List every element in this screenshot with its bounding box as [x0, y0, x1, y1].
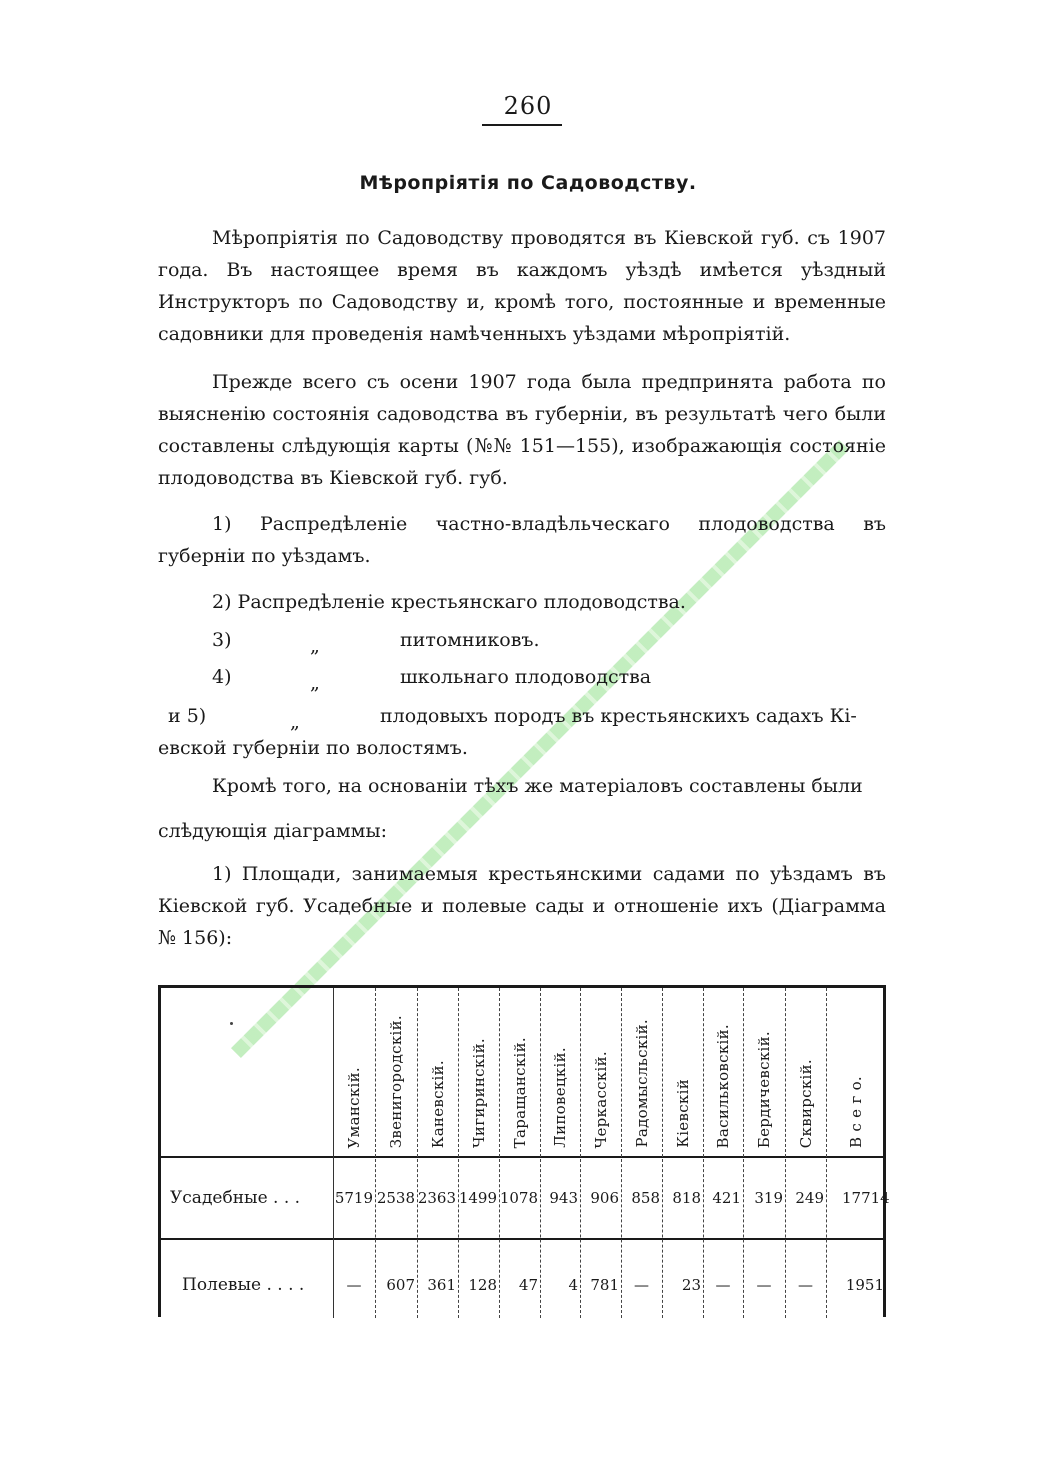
table-cell: 17714	[842, 1189, 890, 1207]
table-cell: 607	[386, 1276, 415, 1294]
list-item-5-number: и 5)	[168, 705, 207, 727]
list-item-5-continuation: евской губерніи по волостямъ.	[158, 737, 468, 759]
table-cell: 421	[712, 1189, 741, 1207]
list-item-3-number: 3)	[212, 629, 232, 651]
table-cell: —	[798, 1276, 813, 1294]
page-number: 260	[503, 92, 553, 120]
table-cell: 906	[590, 1189, 619, 1207]
table-cell: 249	[795, 1189, 824, 1207]
list-item-2: 2) Распредѣленіе крестьянскаго плодоводства.	[212, 591, 686, 613]
list-item-4-ditto: „	[310, 672, 320, 694]
table-cell: 2363	[417, 1189, 456, 1207]
column-header	[744, 998, 784, 1148]
column-header	[459, 998, 499, 1148]
table-cell: —	[346, 1276, 362, 1294]
column-header-label: Таращанскій.	[510, 1036, 529, 1148]
table-cell: 1078	[499, 1189, 538, 1207]
column-header-label: Черкасскій.	[591, 1050, 610, 1148]
column-header-label: Звенигородскій.	[387, 1014, 405, 1148]
column-header	[418, 998, 458, 1148]
column-header-label: Бердичевскій.	[755, 1030, 773, 1148]
paragraph-diagrams-intro: Кромѣ того, на основаніи тѣхъ же матеріаловъ составлены были	[212, 775, 863, 797]
list-item-1: 1) Распредѣленіе частно-владѣльческаго плодоводства въ губерніи по уѣздамъ.	[158, 513, 886, 567]
column-header	[836, 998, 876, 1148]
column-header	[334, 998, 374, 1148]
table-cell: 781	[590, 1276, 619, 1294]
list-item-5-text: плодовыхъ породъ въ крестьянскихъ садахъ Кі-	[380, 705, 857, 727]
header-mark	[230, 1022, 233, 1025]
table-cell: 319	[754, 1189, 783, 1207]
table-cell: 943	[549, 1189, 578, 1207]
table-cell: 23	[681, 1276, 701, 1294]
paragraph-diagrams-intro-cont: слѣдующія діаграммы:	[158, 820, 387, 842]
column-header	[786, 998, 826, 1148]
table-cell: 128	[468, 1276, 497, 1294]
table-cell: —	[715, 1276, 731, 1294]
table-cell: 1951	[845, 1276, 884, 1294]
column-header	[622, 998, 662, 1148]
page-title: Мѣропріятія по Садоводству.	[359, 172, 697, 194]
column-header	[703, 998, 743, 1148]
page-number-underline	[482, 124, 562, 126]
table-cell: 5719	[334, 1189, 373, 1207]
column-header-label: Сквирскій.	[796, 1058, 815, 1148]
table-cell: 1499	[458, 1189, 497, 1207]
table-cell: —	[756, 1276, 772, 1294]
row-label-polevye: Полевые . . . .	[182, 1275, 305, 1295]
diagram-156-description: 1) Площади, занимаемыя крестьянскими садами по уѣздамъ въ Кіевской губ. Усадебные и полевые сады и отношеніе ихъ (Діаграмма № 156):	[158, 863, 886, 949]
column-header	[581, 998, 621, 1148]
table-cell: 361	[427, 1276, 456, 1294]
table-cell: 818	[672, 1189, 701, 1207]
column-header	[663, 998, 703, 1148]
paragraph-survey: Прежде всего съ осени 1907 года была предпринята работа по выясненію состоянія садоводства въ губерніи, въ результатѣ чего были составлены слѣдующія карты (№№ 151—155), изображающія состояніе плодоводства въ Кіевской губ. губ.	[158, 371, 886, 489]
column-header-label: Кіевскій	[673, 1079, 692, 1148]
column-header-label: Чигиринскій.	[469, 1038, 488, 1148]
table-cell: —	[634, 1276, 649, 1294]
column-divider	[826, 988, 827, 1318]
row-label-usadebnye: Усадебные . . .	[170, 1188, 301, 1208]
list-item-3-ditto: „	[310, 635, 320, 657]
column-header-label: Радомысльскій.	[632, 1019, 651, 1148]
list-item-3-text: питомниковъ.	[400, 629, 540, 651]
column-header-label: Васильковскій.	[714, 1023, 732, 1148]
column-header-label: Липовецкій.	[551, 1047, 569, 1148]
list-item-4-text: школьнаго плодоводства	[400, 666, 652, 688]
table-cell: 47	[518, 1276, 538, 1294]
list-item-5-ditto: „	[290, 711, 300, 733]
column-header-label: Уманскій.	[345, 1066, 363, 1148]
column-header	[500, 998, 540, 1148]
column-header-label: Каневскій.	[428, 1059, 447, 1148]
column-header	[540, 998, 580, 1148]
table-header-rule	[158, 1156, 886, 1158]
table-cell: 858	[631, 1189, 660, 1207]
column-header	[376, 998, 416, 1148]
paragraph-intro: Мѣропріятія по Садоводству проводятся въ Кіевской губ. съ 1907 года. Въ настоящее время въ каждомъ уѣздѣ имѣется уѣздный Инструкторъ по Садоводству и, кромѣ того, постоянные и временные садовники для проведенія намѣченныхъ уѣздами мѣропріятій.	[158, 227, 886, 345]
table-row-rule	[158, 1238, 886, 1240]
table-cell: 4	[568, 1276, 578, 1294]
table-cell: 2538	[376, 1189, 415, 1207]
list-item-4-number: 4)	[212, 666, 232, 688]
column-header-label: В с е г о.	[847, 1075, 865, 1148]
